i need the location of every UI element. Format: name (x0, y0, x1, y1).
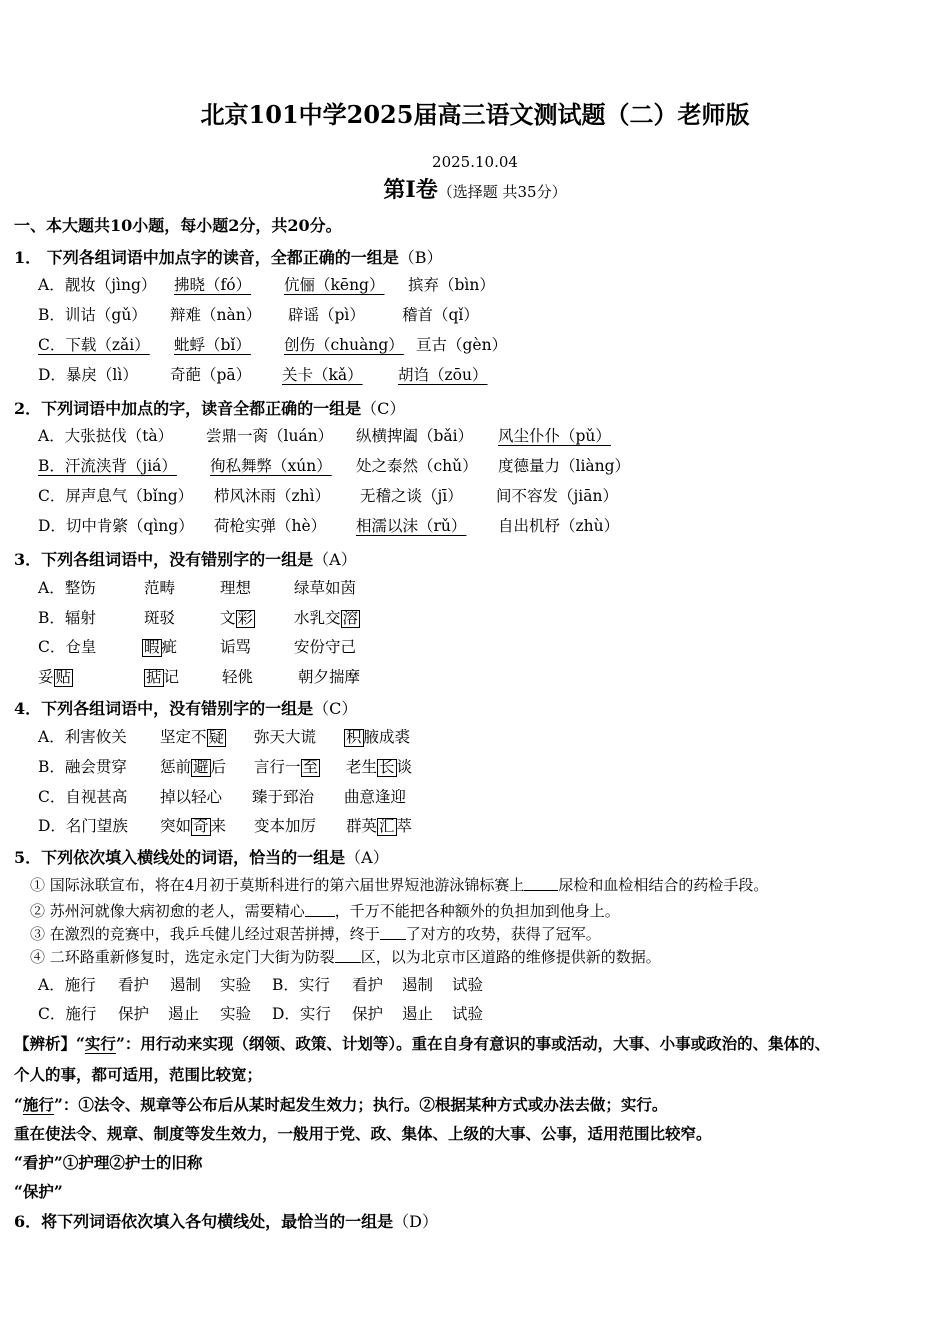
volume-heading (0, 173, 950, 204)
exam-date: 2025.10.04 (432, 153, 518, 171)
analysis-line-4: 重在使法令、规章、制度等发生效力，一般用于党、政、集体、上级的大事、公事，适用范围比较窄。 (14, 1124, 712, 1143)
section-heading: 一、本大题共10小题，每小题2分，共20分。 (14, 216, 342, 235)
document-page: 北京101中学2025届高三语文测试题（二）老师版 2025.10.04 第Ⅰ卷（选择题 共35分） 一、本大题共10小题，每小题2分，共20分。 1． 下列各组词语中加点字的读音，全都正确的一组是（B） A．靓妆（jìng） 拂晓（fó） 伉俪（kēng） 摈弃（bìn） B．训诂（gǔ） 辩难（nàn） 辟谣（pì） 稽首（qǐ） C．下载（zǎi） 蚍蜉（bǐ） 创伤（chuàng） 亘古（gèn） D．暴戾（lì） 奇葩（pā） 关卡（kǎ） 胡诌（zōu） 2．下列词语中加点的字，读音全都正确的一组是（C） A．大张挞伐（tà） 尝鼎一脔（luán） 纵横捭阖（bǎi） 风尘仆仆（pǔ） B．汗流浃背（jiá） 徇私舞弊（xún） 处之泰然（chǔ） 度德量力（liàng） C．屏声息气（bǐng） 栉风沐雨（zhì） 无稽之谈（jī） 间不容发（jiān） D．切中肯綮（qìng） 荷枪实弹（hè） 相濡以沫（rǔ） 自出机杼（zhù） 3．下列各组词语中，没有错别字的一组是（A） A．整饬 范畴 理想 绿草如茵 B．辐射 斑驳 文 彩 水乳交 溶 C．仓皇 暇 疵 诟骂 安份守己 妥 贴 掂 记 轻佻 朝夕揣摩 4．下列各组词语中，没有错别字的一组是（C） A．利害攸关 坚定不 疑 弥天大谎 积 腋成裘 B．融会贯穿 惩前 避 后 言行一 至 老生 长 谈 C．自视甚高 掉以轻心 臻于郅治 曲意逢迎 D．名门望族 突如 奇 来 变本加厉 群英 汇 萃 5．下列依次填入横线处的词语，恰当的一组是（A） ① 国际泳联宣布，将在4月初于莫斯科进行的第六届世界短池游泳锦标赛上 尿检和血检相结合的药检手段。 ② 苏州河就像大病初愈的老人，需要精心 ，千万不能把各种额外的负担加到他身上。 ③ 在激烈的竞赛中，我乒乓健儿经过艰苦拼搏，终于 了对方的攻势，获得了冠军。 ④ 二环路重新修复时，选定永定门大街为防裂 区，以为北京市区道路的维修提供新的数据。 A．施行 看护 遏制 实验 B．实行 看护 遏制 试验 C．施行 保护 遏止 实验 D．实行 保护 遏止 试验 【辨析】“实行”：用行动来实现（纲领、政策、计划等）。重在自身有意识的事或活动，大事、小事或政治的、集体的、 个人的事，都可适用，范围比较宽； “施行”：①法令、规章等公布后从某时起发生效力；执行。②根据某种方式或办法去做；实行。 重在使法令、规章、制度等发生效力，一般用于党、政、集体、上级的大事、公事，适用范围比较窄。 “看护”①护理②护士的旧称 “保护” 6．将下列词语依次填入各句横线处，最恰当的一组是（D） (0, 0, 950, 1344)
fill-blank (335, 948, 361, 963)
q5-sentence-3: ③ 在激烈的竞赛中，我乒乓健儿经过艰苦拼搏，终于 了对方的攻势，获得了冠军。 (30, 925, 601, 943)
question-2-answer: （C） (361, 399, 406, 418)
analysis-line-2: 个人的事，都可适用，范围比较宽； (14, 1065, 263, 1084)
question-6-stem: 6．将下列词语依次填入各句横线处，最恰当的一组是（D） (14, 1212, 438, 1231)
volume-main: 第Ⅰ卷 (383, 177, 438, 203)
question-4-answer: （C） (313, 699, 358, 718)
q5-sentence-4: ④ 二环路重新修复时，选定永定门大街为防裂 区，以为北京市区道路的维修提供新的数据。 (30, 948, 661, 966)
question-3-stem: 3．下列各组词语中，没有错别字的一组是（A） (14, 550, 357, 569)
page-title: 北京101中学2025届高三语文测试题（二）老师版 (200, 100, 750, 129)
q5-sentence-2: ② 苏州河就像大病初愈的老人，需要精心 ，千万不能把各种额外的负担加到他身上。 (30, 902, 620, 920)
analysis-line-5: “看护”①护理②护士的旧称 (14, 1153, 203, 1172)
fill-blank (380, 925, 406, 940)
analysis-line-1: 【辨析】“实行”：用行动来实现（纲领、政策、计划等）。重在自身有意识的事或活动，大事、小事或政治的、集体的、 (14, 1034, 831, 1053)
question-1-stem: 1． 下列各组词语中加点字的读音，全都正确的一组是（B） (14, 248, 443, 267)
question-4-stem: 4．下列各组词语中，没有错别字的一组是（C） (14, 699, 358, 718)
analysis-line-6: “保护” (14, 1182, 63, 1201)
question-3-answer: （A） (313, 550, 357, 569)
fill-blank (305, 902, 335, 917)
question-2-stem: 2．下列词语中加点的字，读音全都正确的一组是（C） (14, 399, 406, 418)
question-6-answer: （D） (393, 1212, 438, 1231)
question-5-answer: （A） (345, 848, 389, 867)
question-5-stem: 5．下列依次填入横线处的词语，恰当的一组是（A） (14, 848, 389, 867)
fill-blank (524, 876, 558, 891)
volume-sub: （选择题 共35分） (437, 183, 567, 201)
analysis-line-3: “施行”：①法令、规章等公布后从某时起发生效力；执行。②根据某种方式或办法去做；实行。 (14, 1095, 668, 1114)
question-1-answer: （B） (398, 248, 443, 267)
q5-sentence-1: ① 国际泳联宣布，将在4月初于莫斯科进行的第六届世界短池游泳锦标赛上 尿检和血检相结合的药检手段。 (30, 876, 769, 894)
